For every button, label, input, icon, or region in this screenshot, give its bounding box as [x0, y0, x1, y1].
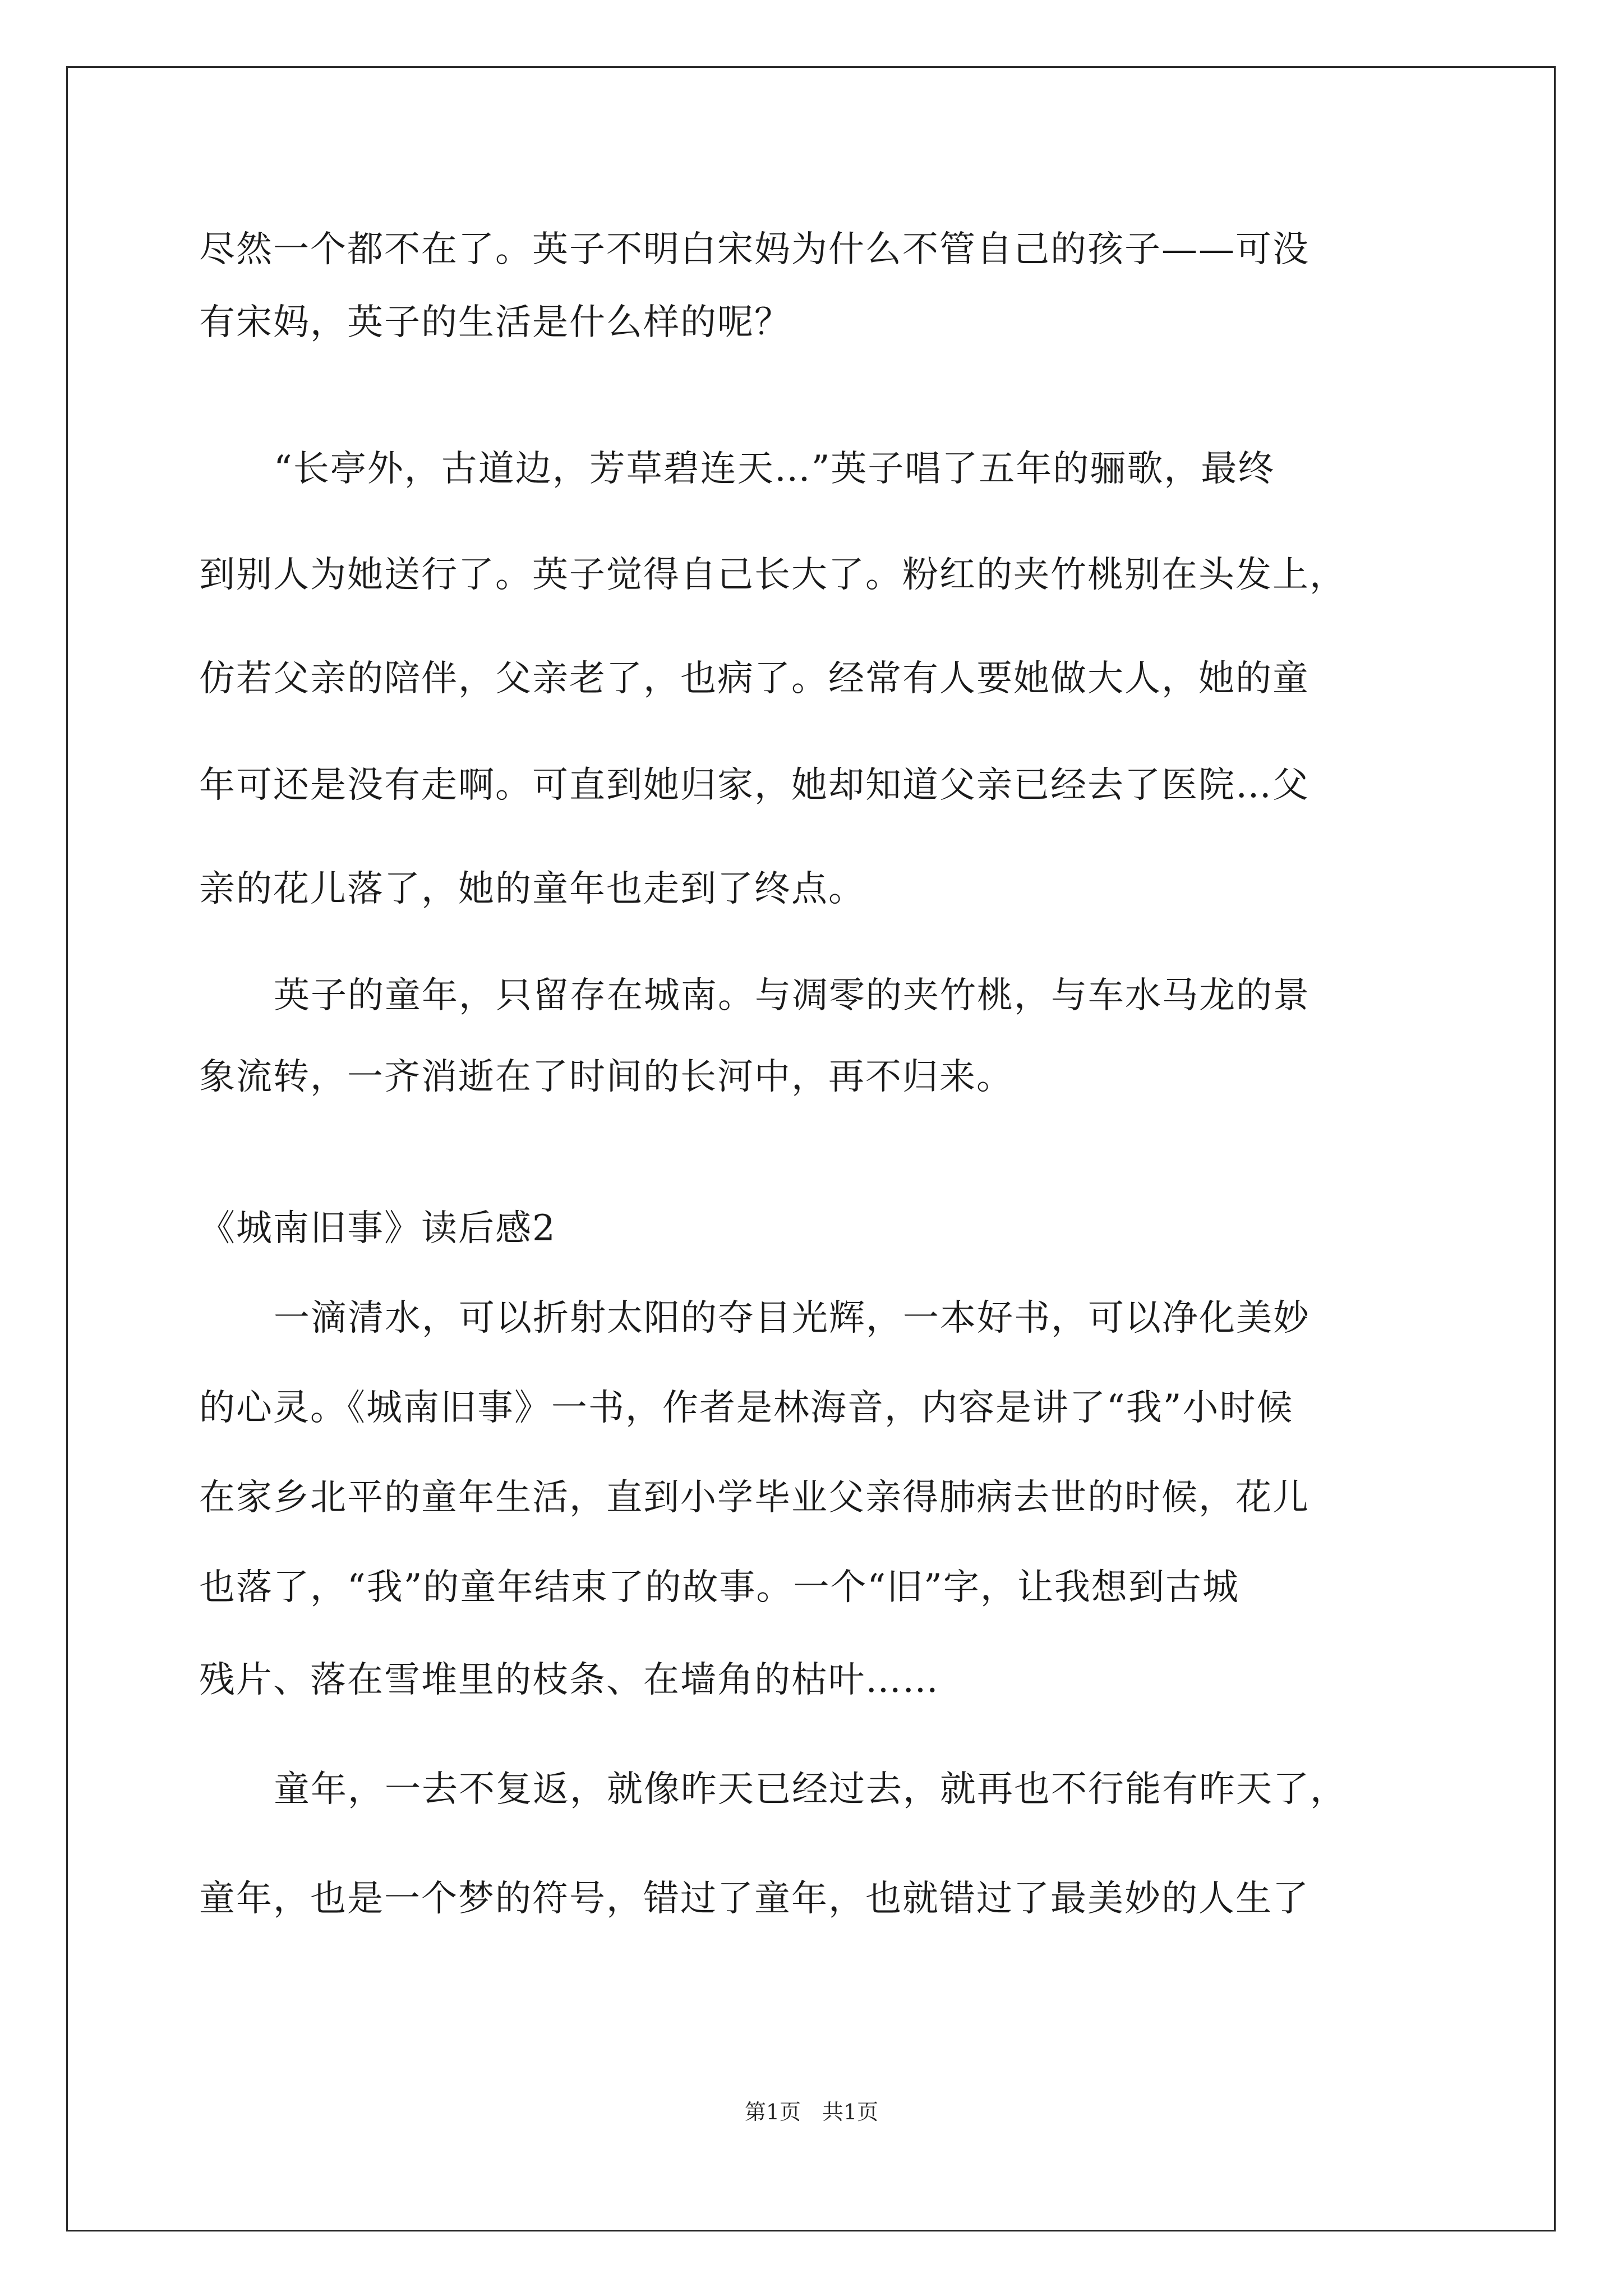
text-line: 到别人为她送行了。英子觉得自己长大了。粉红的夹竹桃别在头发上，	[199, 554, 1347, 596]
text-line: 亲的花儿落了，她的童年也走到了终点。	[199, 868, 865, 910]
text-line: 童年，也是一个梦的符号，错过了童年，也就错过了最美妙的人生了	[199, 1878, 1310, 1920]
text-line: 在家乡北平的童年生活，直到小学毕业父亲得肺病去世的时候，花儿	[199, 1477, 1310, 1519]
section-heading: 《城南旧事》读后感2	[199, 1208, 556, 1249]
text-line: 年可还是没有走啊。可直到她归家，她却知道父亲已经去了医院…父	[199, 765, 1310, 806]
text-line: 的心灵。《城南旧事》一书，作者是林海音，内容是讲了“我”小时候	[199, 1387, 1294, 1429]
text-line: 也落了，“我”的童年结束了的故事。一个“旧”字，让我想到古城	[199, 1567, 1239, 1608]
text-line: 英子的童年，只留存在城南。与凋零的夹竹桃，与车水马龙的景	[274, 975, 1310, 1016]
text-line: 仿若父亲的陪伴，父亲老了，也病了。经常有人要她做大人，她的童	[199, 658, 1310, 700]
text-line: 象流转，一齐消逝在了时间的长河中，再不归来。	[199, 1056, 1013, 1098]
text-line: 童年，一去不复返，就像昨天已经过去，就再也不行能有昨天了，	[274, 1769, 1347, 1810]
text-line: 残片、落在雪堆里的枝条、在墙角的枯叶……	[199, 1659, 939, 1701]
text-line: 一滴清水，可以折射太阳的夺目光辉，一本好书，可以净化美妙	[274, 1297, 1310, 1339]
text-line: 有宋妈，英子的生活是什么样的呢？	[199, 302, 791, 343]
page-number: 第1页 共1页	[744, 2100, 879, 2124]
text-line: 尽然一个都不在了。英子不明白宋妈为什么不管自己的孩子——可没	[199, 229, 1310, 270]
text-line: “长亭外，古道边，芳草碧连天…”英子唱了五年的骊歌，最终	[274, 448, 1275, 490]
